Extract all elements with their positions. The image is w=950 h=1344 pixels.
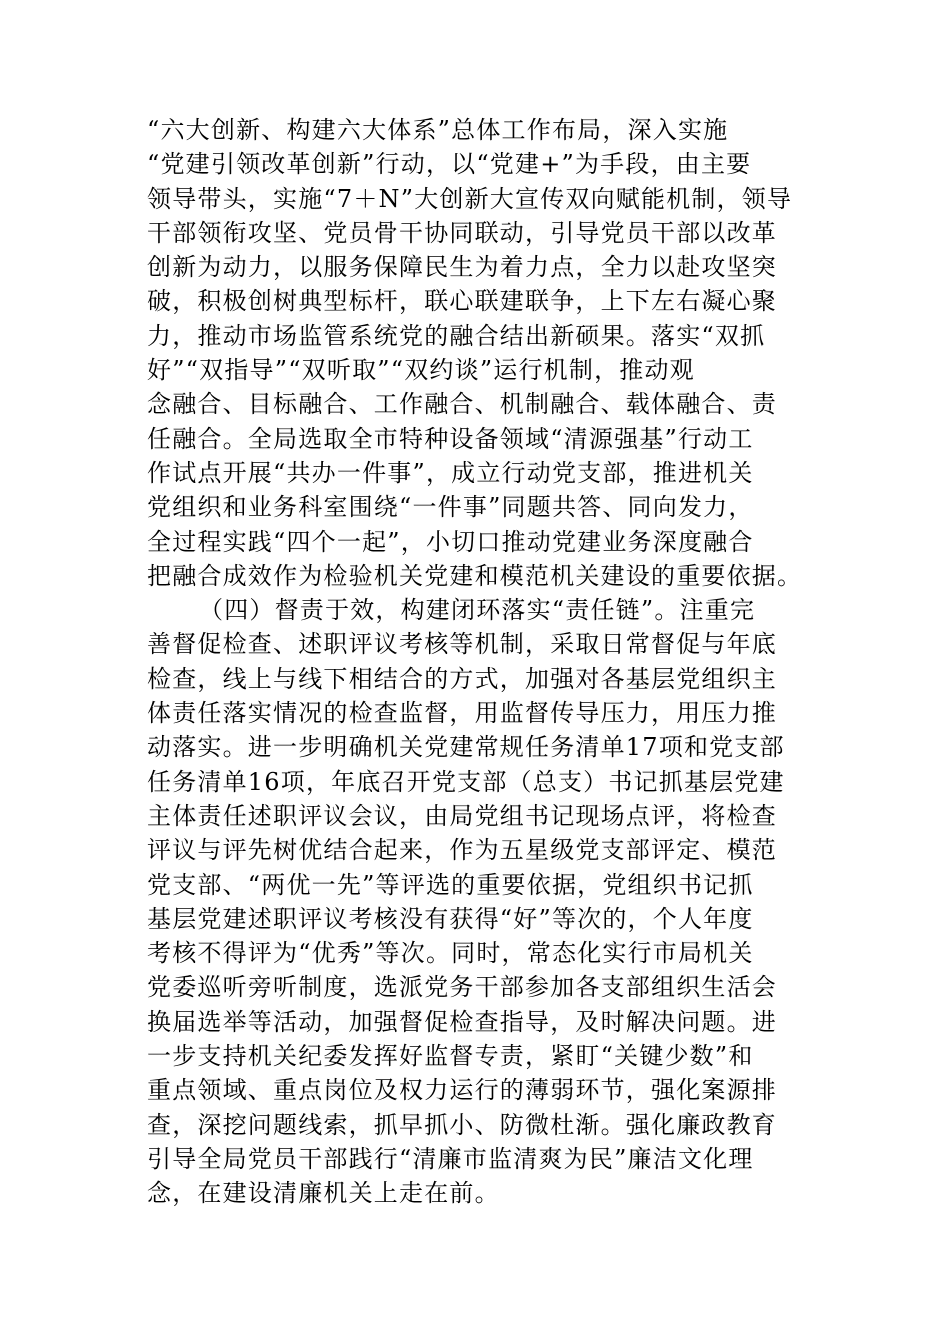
body-text	[147, 113, 807, 1211]
text-line: 破，积极创树典型标杆，联心联建联争，上下左右凝心聚	[147, 287, 777, 316]
text-line: 评议与评先树优结合起来，作为五星级党支部评定、模范	[147, 836, 777, 865]
text-line: 作试点开展“共办一件事”，成立行动党支部，推进机关	[147, 458, 754, 487]
text-line: 换届选举等活动，加强督促检查指导，及时解决问题。进	[147, 1007, 777, 1036]
text-line: 党组织和业务科室围绕“一件事”同题共答、同向发力，	[147, 493, 754, 522]
text-line: 主体责任述职评议会议，由局党组书记现场点评，将检查	[147, 801, 777, 830]
text-line: 动落实。进一步明确机关党建常规任务清单17项和党支部	[147, 733, 785, 762]
text-line: “党建引领改革创新”行动，以“党建+”为手段，由主要	[147, 150, 752, 179]
text-line: 任融合。全局选取全市特种设备领域“清源强基”行动工	[147, 424, 754, 453]
text-line: 体责任落实情况的检查监督，用监督传导压力，用压力推	[147, 699, 777, 728]
text-line: 考核不得评为“优秀”等次。同时，常态化实行市局机关	[147, 939, 754, 968]
text-line: 好”“双指导”“双听取”“双约谈”运行机制，推动观	[147, 356, 695, 385]
text-line: 力，推动市场监管系统党的融合结出新硕果。落实“双抓	[147, 321, 766, 350]
text-line: 党支部、“两优一先”等评选的重要依据，党组织书记抓	[147, 870, 754, 899]
text-line: “六大创新、构建六大体系”总体工作布局，深入实施	[147, 116, 729, 144]
text-line: 善督促检查、述职评议考核等机制，采取日常督促与年底	[147, 630, 777, 659]
text-line: 检查，线上与线下相结合的方式，加强对各基层党组织主	[147, 664, 777, 693]
text-line: 领导带头，实施“7＋N”大创新大宣传双向赋能机制，领导	[147, 184, 793, 213]
text-line: 引导全局党员干部践行“清廉市监清爽为民”廉洁文化理	[147, 1144, 754, 1173]
text-line: 党委巡听旁听制度，选派党务干部参加各支部组织生活会	[147, 973, 777, 1002]
text-line: 念融合、目标融合、工作融合、机制融合、载体融合、责	[147, 390, 777, 419]
text-line: 干部领衔攻坚、党员骨干协同联动，引导党员干部以改革	[147, 218, 777, 247]
text-line: 全过程实践“四个一起”，小切口推动党建业务深度融合	[147, 527, 754, 556]
section-heading-line: （四）督责于效，构建闭环落实“责任链”。注重完	[199, 596, 756, 625]
text-line: 基层党建述职评议考核没有获得“好”等次的，个人年度	[147, 904, 754, 933]
text-line: 重点领域、重点岗位及权力运行的薄弱环节，强化案源排	[147, 1076, 777, 1105]
text-line: 创新为动力，以服务保障民生为着力点，全力以赴攻坚突	[147, 253, 777, 282]
text-line: 任务清单16项，年底召开党支部（总支）书记抓基层党建	[147, 767, 785, 796]
text-line: 念，在建设清廉机关上走在前。	[147, 1179, 500, 1208]
text-line: 一步支持机关纪委发挥好监督专责，紧盯“关键少数”和	[147, 1042, 754, 1071]
text-line: 把融合成效作为检验机关党建和模范机关建设的重要依据。	[147, 561, 803, 590]
text-line: 查，深挖问题线索，抓早抓小、防微杜渐。强化廉政教育	[147, 1110, 777, 1139]
